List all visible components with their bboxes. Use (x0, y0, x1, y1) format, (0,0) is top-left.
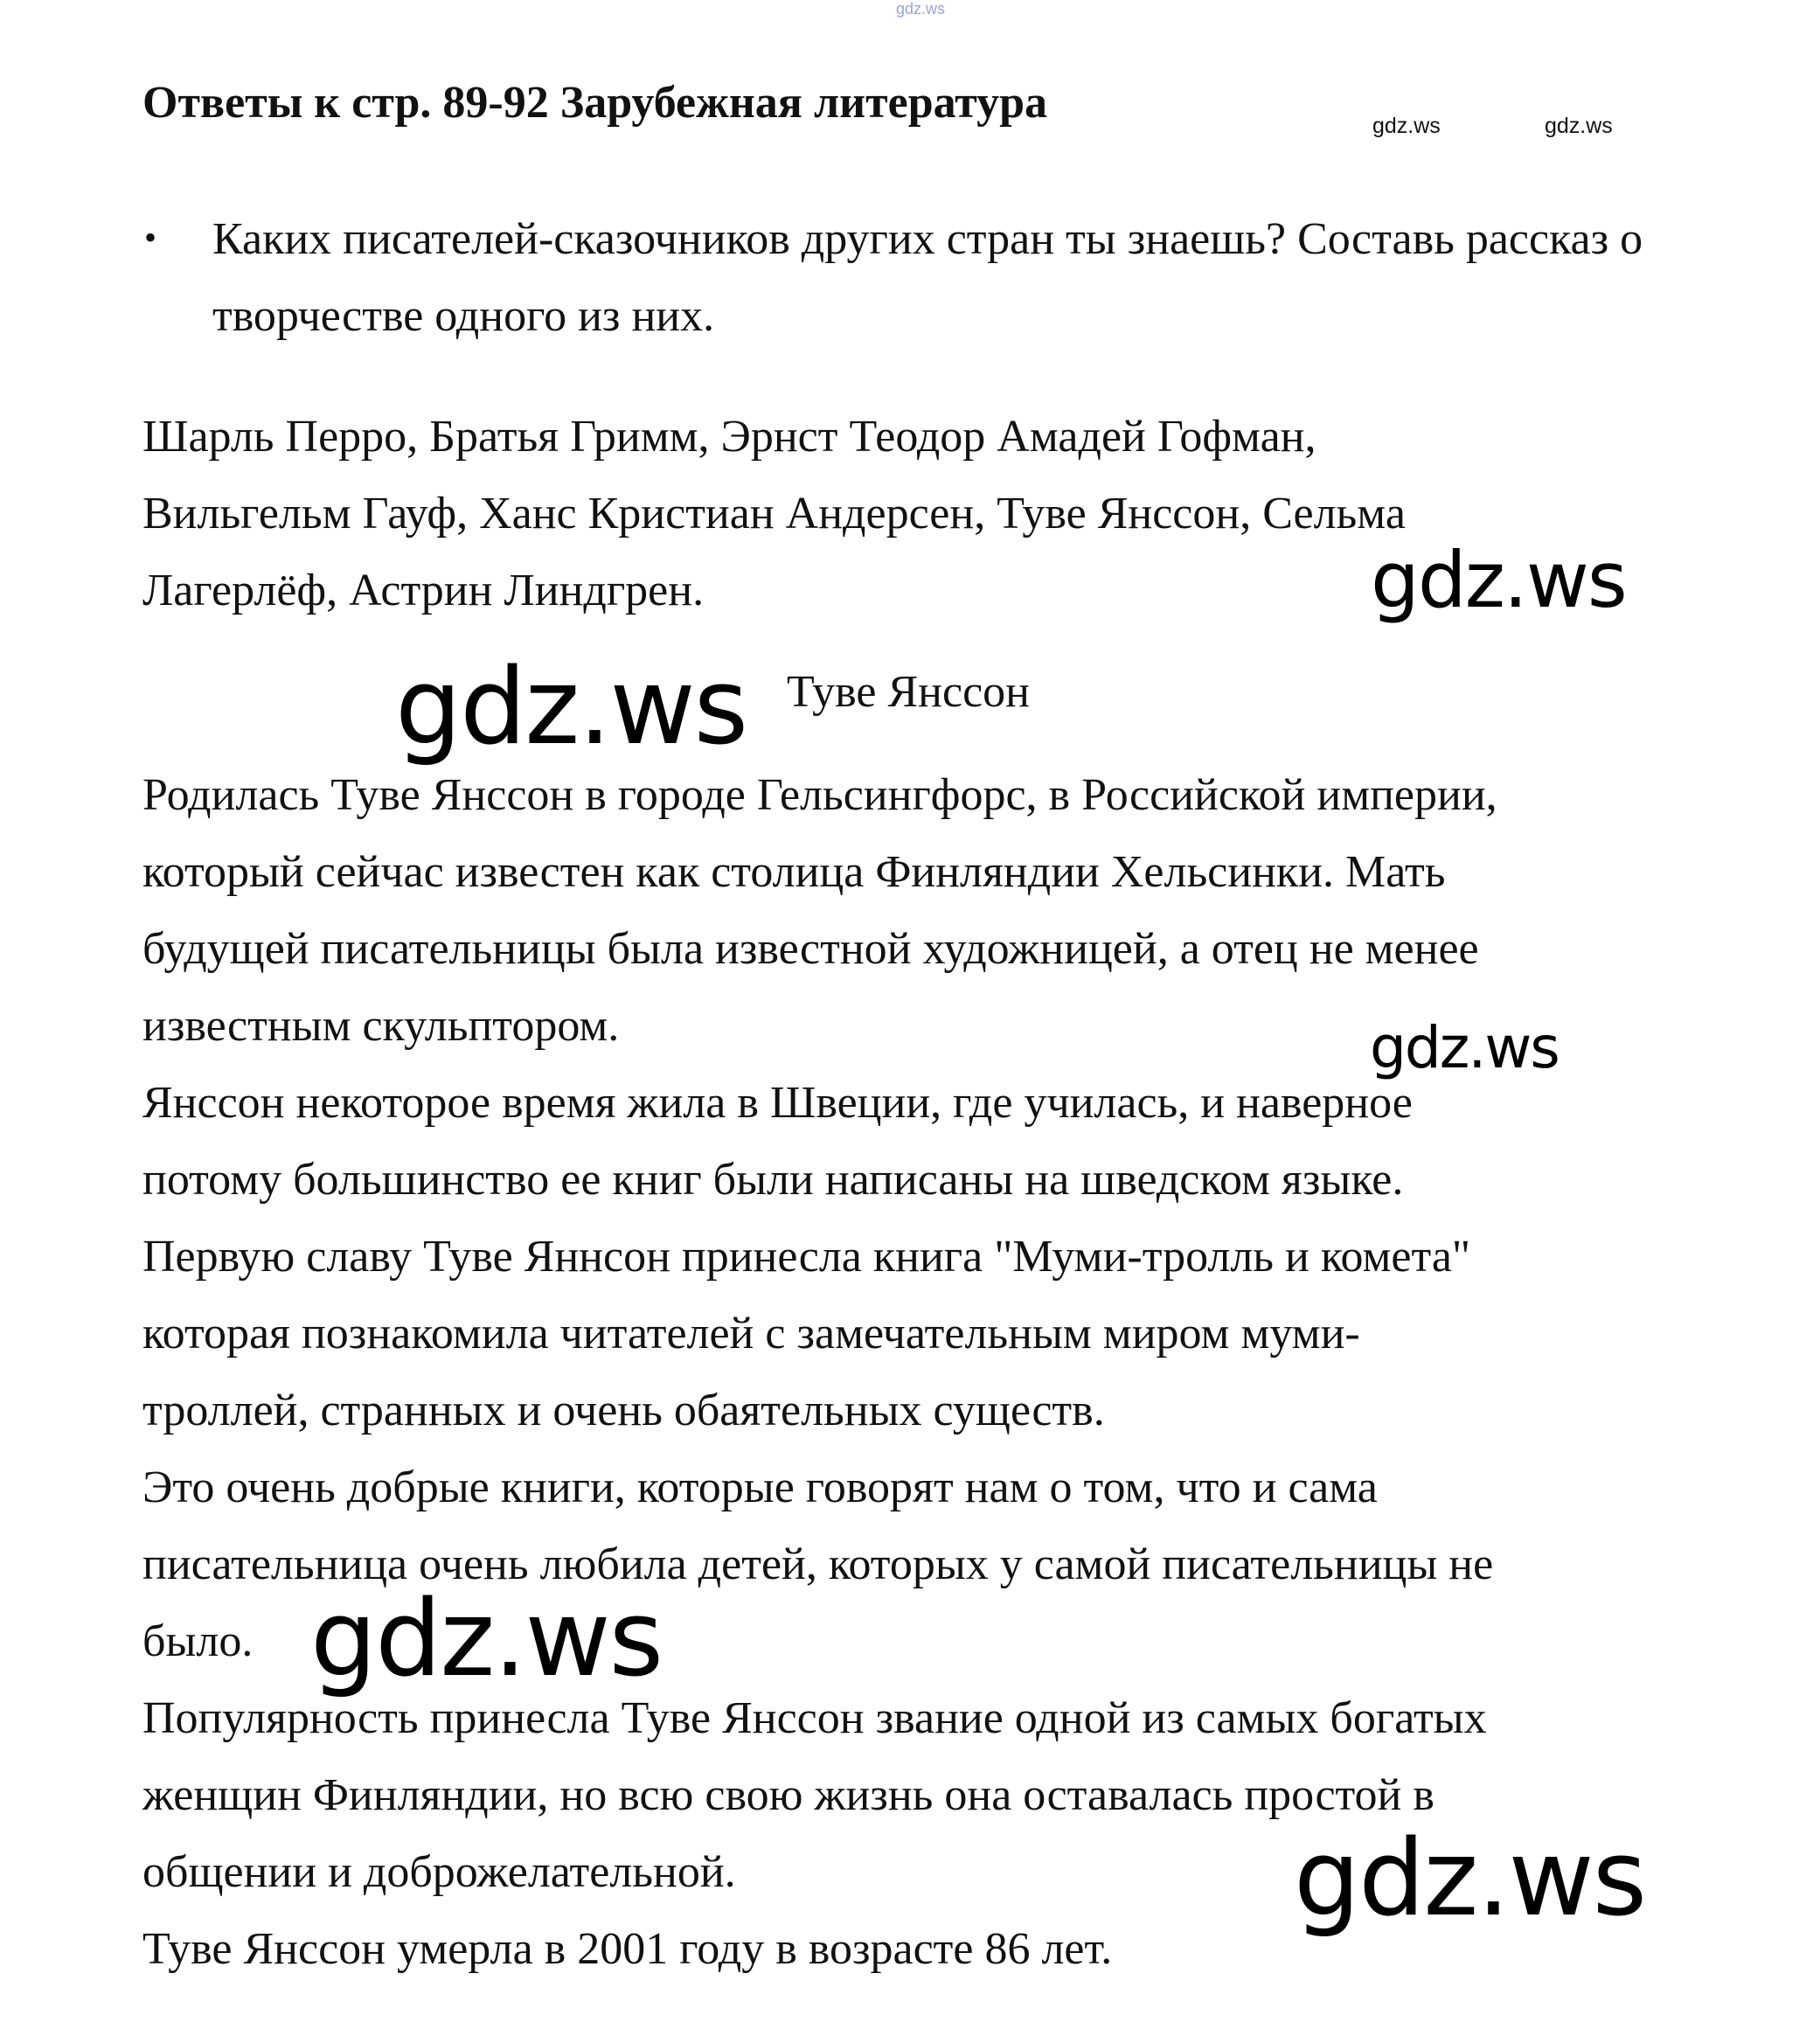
story-line: который сейчас известен как столица Финляндии Хельсинки. Мать (142, 847, 1446, 897)
page-title: Ответы к стр. 89-92 Зарубежная литература (142, 78, 1048, 128)
authors-line: Лагерлёф, Астрин Линдгрен. (142, 566, 705, 615)
top-watermark: gdz.ws (896, 0, 946, 17)
authors-line: Вильгельм Гауф, Ханс Кристиан Андерсен, Туве Янссон, Сельма (142, 489, 1406, 539)
story-line: известным скульптором. (142, 1001, 620, 1051)
story-line: троллей, странных и очень обаятельных существ. (142, 1386, 1105, 1435)
watermark-large: gdz.ws (1371, 535, 1626, 625)
watermark-large: gdz.ws (1370, 1014, 1559, 1081)
story-line: будущей писательницы была известной художницей, а отец не менее (142, 924, 1479, 974)
question-text: Каких писателей-сказочников других стран ты знаешь? Составь рассказ о творчестве одного из них. (212, 214, 1643, 341)
story-line: Популярность принесла Туве Янссон звание одной из самых богатых (142, 1693, 1487, 1743)
watermark-large: gdz.ws (1294, 1818, 1646, 1940)
watermark-large: gdz.ws (395, 647, 747, 768)
bullet-icon: • (144, 218, 157, 257)
story-line: потому большинство ее книг были написаны на шведском языке. (142, 1155, 1404, 1205)
watermark-large: gdz.ws (310, 1579, 663, 1700)
story-line: Родилась Туве Янссон в городе Гельсингфорс, в Российской империи, (142, 770, 1497, 820)
story-line: которая познакомила читателей с замечательным миром муми- (142, 1309, 1360, 1359)
watermark-small: gdz.ws (1545, 114, 1613, 138)
story-line: женщин Финляндии, но всю свою жизнь она оставалась простой в (142, 1770, 1434, 1820)
story-line: Это очень добрые книги, которые говорят нам о том, что и сама (142, 1463, 1378, 1512)
story-line: Янссон некоторое время жила в Швеции, где училась, и наверное (142, 1078, 1413, 1128)
section-heading: Туве Янссон (787, 667, 1031, 717)
story-line: Первую славу Туве Яннсон принесла книга "Муми-тролль и комета" (142, 1232, 1471, 1282)
watermark-small: gdz.ws (1372, 114, 1441, 138)
authors-line: Шарль Перро, Братья Гримм, Эрнст Теодор Амадей Гофман, (142, 412, 1316, 462)
story-line: общении и доброжелательной. (142, 1847, 736, 1897)
story-line: было. (142, 1616, 254, 1666)
story-line: писательница очень любила детей, которых у самой писательницы не (142, 1539, 1494, 1589)
story-line: Туве Янссон умерла в 2001 году в возрасте 86 лет. (142, 1924, 1113, 1974)
